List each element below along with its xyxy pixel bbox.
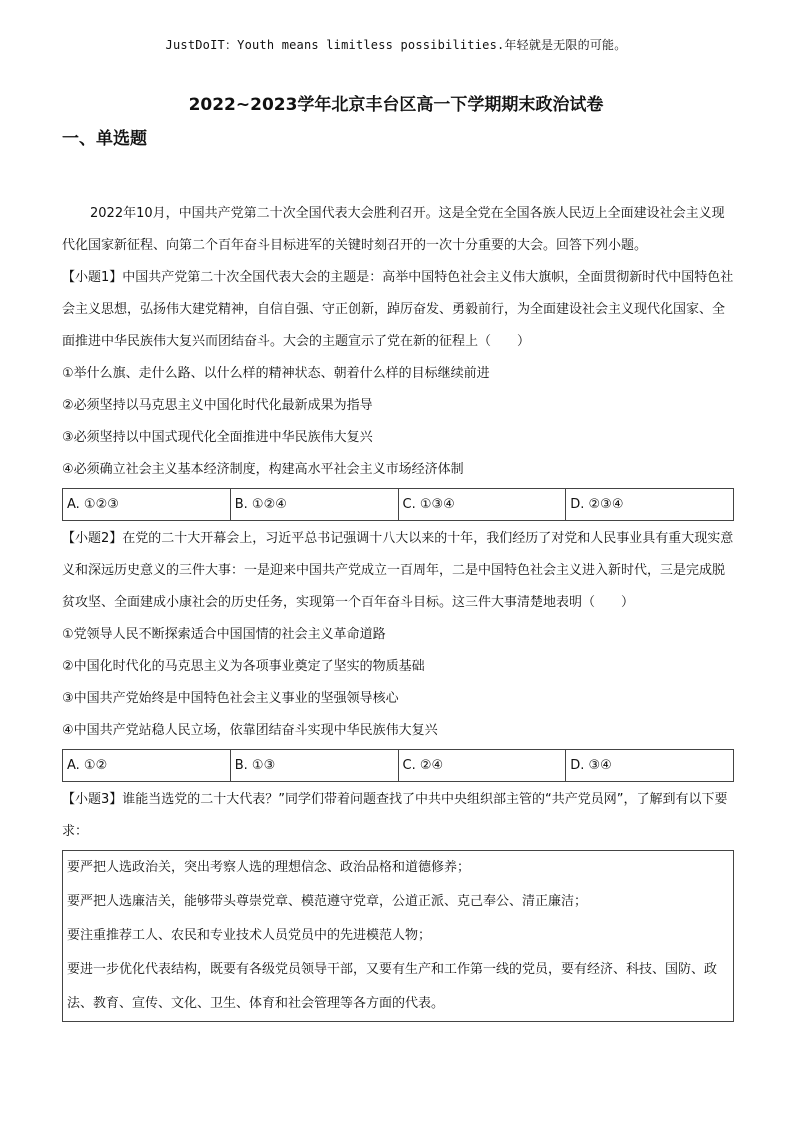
q1-item: ②必须坚持以马克思主义中国化时代化最新成果为指导 (62, 398, 373, 413)
q2-options-table (62, 749, 734, 782)
intro-paragraph: 2022年10月，中国共产党第二十次全国代表大会胜利召开。这是全党在全国各族人民迈上全面建设社会主义现代化国家新征程、向第二个百年奋斗目标进军的关键时刻召开的一次十分重要的大会。回答下列小题。 (62, 206, 725, 253)
page-header-motto: JustDoIT：Youth means limitless possibilities.年轻就是无限的可能。 (165, 38, 627, 52)
question-content (62, 198, 734, 1022)
q1-option-c[interactable]: C. ①③④ (398, 489, 566, 520)
q1-option-d[interactable]: D. ②③④ (565, 489, 733, 520)
q2-option-b[interactable]: B. ①③ (230, 750, 398, 781)
q2-item: ③中国共产党始终是中国特色社会主义事业的坚强领导核心 (62, 691, 399, 706)
q1-item: ③必须坚持以中国式现代化全面推进中华民族伟大复兴 (62, 430, 373, 445)
q2-option-a[interactable]: A. ①② (67, 758, 108, 773)
q3-requirement: 要严把人选政治关，突出考察人选的理想信念、政治品格和道德修养； (67, 860, 471, 875)
q3-requirements-box (62, 850, 734, 1022)
q3-stem: 【小题3】谁能当选党的二十大代表？”同学们带着问题查找了中共中央组织部主管的“共产党员网”，了解到有以下要求： (62, 792, 728, 839)
q3-requirement: 要进一步优化代表结构，既要有各级党员领导干部，又要有生产和工作第一线的党员，要有经济、科技、国防、政法、教育、宣传、文化、卫生、体育和社会管理等各方面的代表。 (67, 962, 718, 1011)
q2-stem: 【小题2】在党的二十大开幕会上，习近平总书记强调十八大以来的十年，我们经历了对党和人民事业具有重大现实意义和深远历史意义的三件大事：一是迎来中国共产党成立一百周年，二是中国特色社会主义进入新时代，三是完成脱贫攻坚、全面建成小康社会的历史任务，实现第一个百年奋斗目标。这三件大事清楚地表明（ ） (62, 531, 734, 610)
q3-requirement: 要严把人选廉洁关，能够带头尊崇党章、模范遵守党章，公道正派、克己奉公、清正廉洁； (67, 894, 588, 909)
q2-option-c[interactable]: C. ②④ (398, 750, 566, 781)
q1-item: ④必须确立社会主义基本经济制度，构建高水平社会主义市场经济体制 (62, 462, 464, 477)
section-heading: 一、单选题 (62, 129, 147, 149)
q2-item: ④中国共产党站稳人民立场，依靠团结奋斗实现中华民族伟大复兴 (62, 723, 438, 738)
q2-option-d[interactable]: D. ③④ (565, 750, 733, 781)
exam-title: 2022~2023学年北京丰台区高一下学期期末政治试卷 (188, 95, 604, 115)
q3-requirement: 要注重推荐工人、农民和专业技术人员党员中的先进模范人物； (67, 928, 432, 943)
q1-option-b[interactable]: B. ①②④ (230, 489, 398, 520)
q1-stem: 【小题1】中国共产党第二十次全国代表大会的主题是：高举中国特色社会主义伟大旗帜，全面贯彻新时代中国特色社会主义思想，弘扬伟大建党精神，自信自强、守正创新，踔厉奋发、勇毅前行，为全面建设社会主义现代化国家、全面推进中华民族伟大复兴而团结奋斗。大会的主题宣示了党在新的征程上（ ） (62, 270, 734, 349)
q1-option-a[interactable]: A. ①②③ (67, 497, 119, 512)
q2-item: ②中国化时代化的马克思主义为各项事业奠定了坚实的物质基础 (62, 659, 425, 674)
q1-options-table (62, 488, 734, 521)
q2-item: ①党领导人民不断探索适合中国国情的社会主义革命道路 (62, 627, 386, 642)
q1-item: ①举什么旗、走什么路、以什么样的精神状态、朝着什么样的目标继续前进 (62, 366, 490, 381)
